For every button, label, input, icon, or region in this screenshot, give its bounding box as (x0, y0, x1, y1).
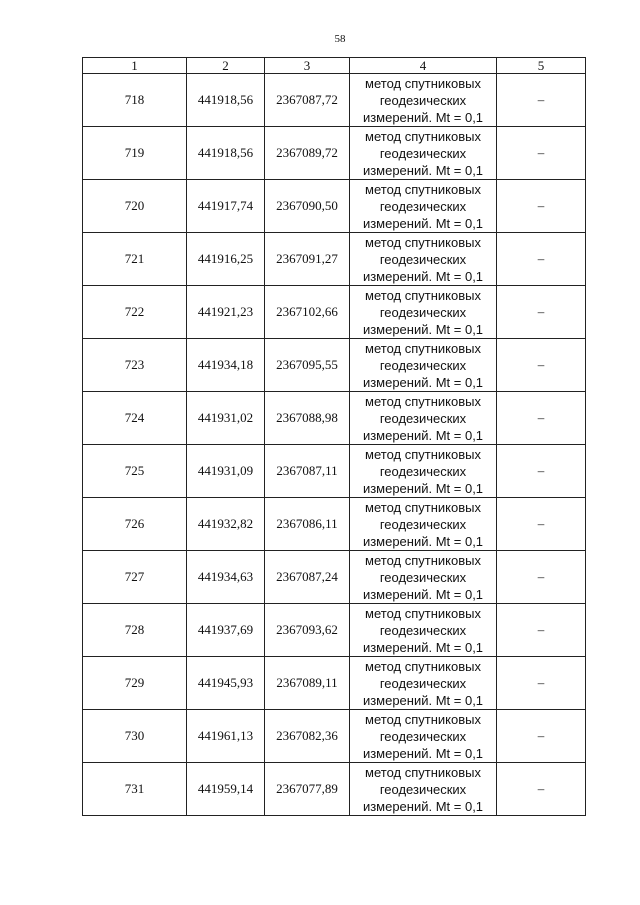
point-number-cell: 724 (83, 392, 187, 445)
method-line-2: геодезических (379, 516, 467, 532)
note-cell: – (497, 339, 586, 392)
method-line-1: метод спутниковых (365, 552, 481, 568)
method-line-3: измерений. Mt = 0,1 (362, 692, 484, 708)
table-row (83, 286, 586, 339)
point-number-cell: 727 (83, 551, 187, 604)
table-row (83, 710, 586, 763)
table-row (83, 551, 586, 604)
table-row (83, 763, 586, 816)
note-cell: – (497, 286, 586, 339)
x-coordinate-cell: 441937,69 (187, 604, 265, 657)
y-coordinate-cell: 2367087,11 (265, 445, 350, 498)
method-cell (350, 763, 497, 816)
note-cell: – (497, 233, 586, 286)
method-line-1: метод спутниковых (365, 340, 481, 356)
coordinates-table (82, 57, 586, 816)
y-coordinate-cell: 2367086,11 (265, 498, 350, 551)
method-line-2: геодезических (379, 622, 467, 638)
point-number-cell: 720 (83, 180, 187, 233)
method-cell (350, 551, 497, 604)
method-line-2: геодезических (379, 251, 467, 267)
method-cell (350, 657, 497, 710)
y-coordinate-cell: 2367091,27 (265, 233, 350, 286)
method-line-1: метод спутниковых (365, 764, 481, 780)
note-cell: – (497, 498, 586, 551)
method-cell (350, 74, 497, 127)
header-col-1: 1 (83, 58, 187, 74)
method-cell (350, 498, 497, 551)
header-col-3: 3 (265, 58, 350, 74)
x-coordinate-cell: 441932,82 (187, 498, 265, 551)
point-number-cell: 730 (83, 710, 187, 763)
table-row (83, 657, 586, 710)
method-line-2: геодезических (379, 304, 467, 320)
table-row (83, 180, 586, 233)
method-cell (350, 710, 497, 763)
y-coordinate-cell: 2367090,50 (265, 180, 350, 233)
method-line-3: измерений. Mt = 0,1 (362, 427, 484, 443)
method-line-3: измерений. Mt = 0,1 (362, 268, 484, 284)
table-row (83, 392, 586, 445)
note-cell: – (497, 74, 586, 127)
method-line-2: геодезических (379, 410, 467, 426)
x-coordinate-cell: 441931,02 (187, 392, 265, 445)
method-line-3: измерений. Mt = 0,1 (362, 215, 484, 231)
header-col-4: 4 (350, 58, 497, 74)
header-row (83, 58, 586, 74)
note-cell: – (497, 551, 586, 604)
method-line-1: метод спутниковых (365, 181, 481, 197)
point-number-cell: 729 (83, 657, 187, 710)
point-number-cell: 725 (83, 445, 187, 498)
point-number-cell: 728 (83, 604, 187, 657)
method-cell (350, 604, 497, 657)
y-coordinate-cell: 2367095,55 (265, 339, 350, 392)
method-line-3: измерений. Mt = 0,1 (362, 374, 484, 390)
note-cell: – (497, 180, 586, 233)
method-line-3: измерений. Mt = 0,1 (362, 533, 484, 549)
point-number-cell: 721 (83, 233, 187, 286)
y-coordinate-cell: 2367077,89 (265, 763, 350, 816)
method-line-1: метод спутниковых (365, 605, 481, 621)
y-coordinate-cell: 2367087,24 (265, 551, 350, 604)
method-line-2: геодезических (379, 198, 467, 214)
method-line-3: измерений. Mt = 0,1 (362, 109, 484, 125)
header-col-5: 5 (497, 58, 586, 74)
table-row (83, 339, 586, 392)
x-coordinate-cell: 441945,93 (187, 657, 265, 710)
method-cell (350, 339, 497, 392)
y-coordinate-cell: 2367093,62 (265, 604, 350, 657)
x-coordinate-cell: 441934,63 (187, 551, 265, 604)
table-row (83, 445, 586, 498)
y-coordinate-cell: 2367082,36 (265, 710, 350, 763)
method-cell (350, 445, 497, 498)
x-coordinate-cell: 441918,56 (187, 127, 265, 180)
method-line-2: геодезических (379, 463, 467, 479)
x-coordinate-cell: 441934,18 (187, 339, 265, 392)
y-coordinate-cell: 2367089,72 (265, 127, 350, 180)
method-line-1: метод спутниковых (365, 75, 481, 91)
point-number-cell: 718 (83, 74, 187, 127)
point-number-cell: 731 (83, 763, 187, 816)
method-line-3: измерений. Mt = 0,1 (362, 798, 484, 814)
note-cell: – (497, 392, 586, 445)
x-coordinate-cell: 441931,09 (187, 445, 265, 498)
table-row (83, 233, 586, 286)
method-line-2: геодезических (379, 92, 467, 108)
method-cell (350, 392, 497, 445)
note-cell: – (497, 127, 586, 180)
y-coordinate-cell: 2367088,98 (265, 392, 350, 445)
note-cell: – (497, 710, 586, 763)
method-line-3: измерений. Mt = 0,1 (362, 639, 484, 655)
method-line-2: геодезических (379, 145, 467, 161)
method-cell (350, 286, 497, 339)
point-number-cell: 719 (83, 127, 187, 180)
method-line-2: геодезических (379, 781, 467, 797)
x-coordinate-cell: 441959,14 (187, 763, 265, 816)
method-line-1: метод спутниковых (365, 446, 481, 462)
y-coordinate-cell: 2367102,66 (265, 286, 350, 339)
x-coordinate-cell: 441917,74 (187, 180, 265, 233)
x-coordinate-cell: 441921,23 (187, 286, 265, 339)
method-line-1: метод спутниковых (365, 711, 481, 727)
method-line-2: геодезических (379, 728, 467, 744)
method-line-3: измерений. Mt = 0,1 (362, 321, 484, 337)
method-line-2: геодезических (379, 675, 467, 691)
point-number-cell: 723 (83, 339, 187, 392)
x-coordinate-cell: 441918,56 (187, 74, 265, 127)
method-line-1: метод спутниковых (365, 393, 481, 409)
method-line-2: геодезических (379, 357, 467, 373)
method-line-3: измерений. Mt = 0,1 (362, 480, 484, 496)
method-line-1: метод спутниковых (365, 128, 481, 144)
method-cell (350, 127, 497, 180)
table-row (83, 127, 586, 180)
method-line-1: метод спутниковых (365, 658, 481, 674)
method-cell (350, 233, 497, 286)
point-number-cell: 726 (83, 498, 187, 551)
note-cell: – (497, 657, 586, 710)
note-cell: – (497, 604, 586, 657)
method-line-3: измерений. Mt = 0,1 (362, 745, 484, 761)
point-number-cell: 722 (83, 286, 187, 339)
y-coordinate-cell: 2367089,11 (265, 657, 350, 710)
method-line-3: измерений. Mt = 0,1 (362, 586, 484, 602)
method-line-1: метод спутниковых (365, 234, 481, 250)
x-coordinate-cell: 441961,13 (187, 710, 265, 763)
note-cell: – (497, 445, 586, 498)
table-row (83, 604, 586, 657)
method-line-3: измерений. Mt = 0,1 (362, 162, 484, 178)
method-line-1: метод спутниковых (365, 499, 481, 515)
table-row (83, 74, 586, 127)
method-line-1: метод спутниковых (365, 287, 481, 303)
table-row (83, 498, 586, 551)
header-col-2: 2 (187, 58, 265, 74)
x-coordinate-cell: 441916,25 (187, 233, 265, 286)
y-coordinate-cell: 2367087,72 (265, 74, 350, 127)
page-number: 58 (334, 33, 346, 45)
note-cell: – (497, 763, 586, 816)
method-line-2: геодезических (379, 569, 467, 585)
method-cell (350, 180, 497, 233)
